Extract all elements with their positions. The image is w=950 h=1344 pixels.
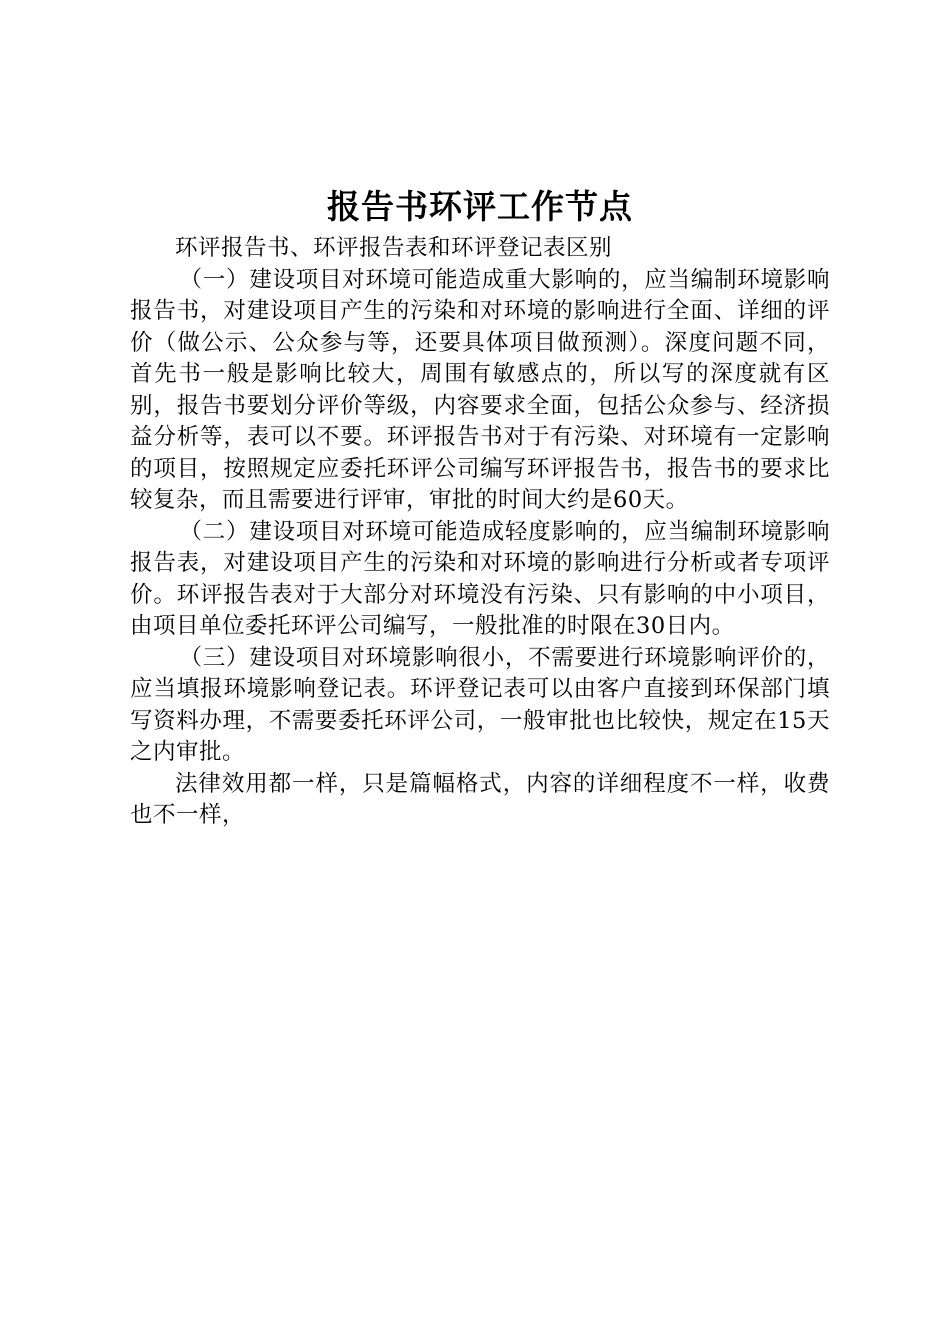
paragraph-report-book: （一）建设项目对环境可能造成重大影响的，应当编制环境影响报告书，对建设项目产生的污染和对环境的影响进行全面、详细的评价（做公示、公众参与等，还要具体项目做预测）。深度问题不同，首先书一般是影响比较大，周围有敏感点的，所以写的深度就有区别，报告书要划分评价等级，内容要求全面，包括公众参与、经济损益分析等，表可以不要。环评报告书对于有污染、对环境有一定影响的项目，按照规定应委托环评公司编写环评报告书，报告书的要求比较复杂，而且需要进行评审，审批的时间大约是60天。 xyxy=(130,266,830,513)
paragraph-registration-form: （三）建设项目对环境影响很小，不需要进行环境影响评价的，应当填报环境影响登记表。环评登记表可以由客户直接到环保部门填写资料办理，不需要委托环评公司，一般审批也比较快，规定在15天之内审批。 xyxy=(130,644,830,765)
document-page xyxy=(130,185,830,832)
paragraph-conclusion: 法律效用都一样，只是篇幅格式，内容的详细程度不一样，收费也不一样， xyxy=(130,770,830,828)
document-title: 报告书环评工作节点 xyxy=(327,187,633,226)
paragraph-report-form: （二）建设项目对环境可能造成轻度影响的，应当编制环境影响报告表，对建设项目产生的污染和对环境的影响进行分析或者专项评价。环评报告表对于大部分对环境没有污染、只有影响的中小项目，由项目单位委托环评公司编写，一般批准的时限在30日内。 xyxy=(130,518,830,639)
paragraph-heading: 环评报告书、环评报告表和环评登记表区别 xyxy=(175,235,613,261)
